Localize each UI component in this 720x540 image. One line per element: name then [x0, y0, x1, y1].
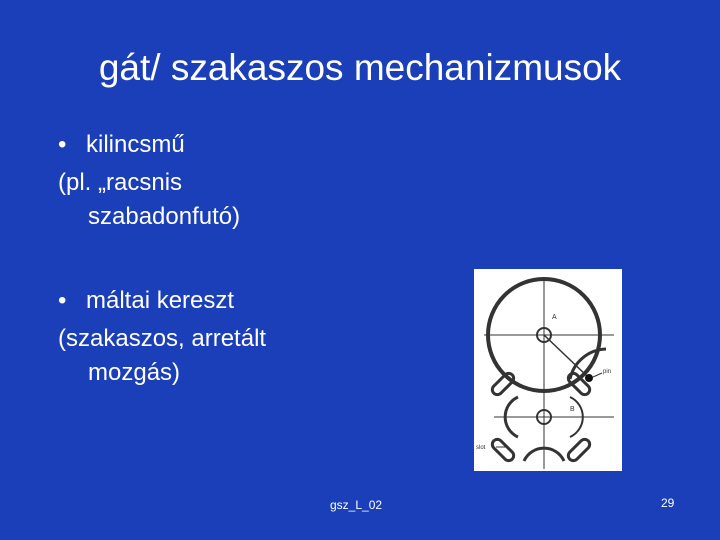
geneva-slot: [490, 371, 515, 396]
bullet-subtext-geneva: [58, 322, 266, 390]
crank-arm: [544, 335, 588, 377]
page-number: 29: [661, 496, 675, 510]
bullet-item-ratchet: [58, 128, 185, 162]
pin-leader: [593, 373, 602, 377]
subtext-line-indented: szabadonfutó): [88, 203, 241, 230]
wheel-a-label: A: [552, 314, 557, 321]
bullet-subtext-ratchet: [58, 166, 240, 234]
slot-label: slot: [476, 445, 486, 451]
geneva-slot: [566, 437, 591, 462]
geneva-slot: [490, 437, 515, 462]
bullet-label: máltai kereszt: [86, 287, 235, 314]
subtext-line: (pl. „racsnis: [58, 169, 183, 196]
bullet-label: kilincsmű: [86, 131, 185, 158]
geneva-drive-drawing: [474, 269, 622, 471]
subtext-line: (szakaszos, arretált: [58, 325, 267, 352]
geneva-drive-diagram: [474, 269, 622, 471]
bullet-marker: •: [58, 131, 67, 158]
bullet-marker: •: [58, 287, 67, 314]
subtext-line-indented: mozgás): [88, 359, 181, 386]
drive-pin: [585, 374, 593, 382]
wheel-b-label: B: [570, 406, 575, 413]
pin-label: pin: [603, 369, 612, 375]
bullet-item-geneva: [58, 284, 234, 318]
slide-title: gát/ szakaszos mechanizmusok: [98, 47, 622, 88]
footer-label: gsz_L_02: [330, 498, 383, 512]
